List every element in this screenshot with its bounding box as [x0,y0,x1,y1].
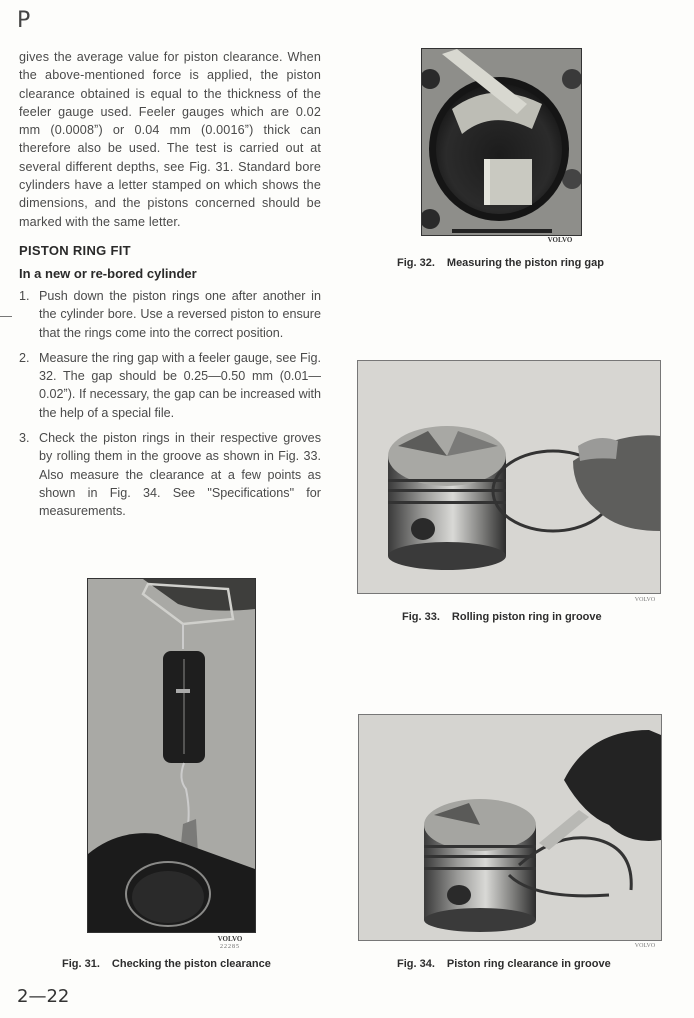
step-number: 2. [19,350,30,365]
volvo-label: VOLVO [217,935,243,943]
step-item [19,287,321,342]
step-text: Push down the piston rings one after another in the cylinder bore. Use a reversed piston to ensure that the rings come into the correct position. [39,289,321,340]
step-number: 1. [19,289,30,303]
figure-31-photo-code [210,935,250,951]
figure-number: Fig. 33. [402,611,440,623]
figure-34-caption [397,958,611,970]
figure-number: Fig. 31. [62,958,100,970]
section-subheading: In a new or re-bored cylinder [19,266,197,281]
figure-33-photo-code [630,596,660,604]
figure-34-photo-code [630,942,660,950]
intro-paragraph-text: gives the average value for piston clearance. When the above-mentioned force is applied, the piston clearance obtained is equal to the thickness of the feeler gauge used. Feeler gauges which are 0.02 mm (0.0008ˮ) or 0.04 mm (0.0016ˮ) thick can therefore also be used. The test is carried out at several different depths, see Fig. 31. Standard bore cylinders have a letter stamped on which shows the dimensions, and the pistons concerned should be marked with the same letter. [19,50,321,229]
steps-list [19,287,321,528]
step-text: Check the piston rings in their respective groves by rolling them in the groove as shown in Fig. 33. Also measure the clearance at a few points as shown in Fig. 34. See "Specifications" for measurements. [39,431,321,519]
figure-33-photo [357,360,661,594]
step-text: Measure the ring gap with a feeler gauge, see Fig. 32. The gap should be 0.25—0.50 mm (0.01—0.02ˮ). If necessary, the gap can be increased with the help of a special file. [39,350,321,420]
figure-caption-text: Piston ring clearance in groove [446,958,611,970]
section-letter: P [17,8,31,33]
photo-code-number: 22285 [220,944,240,950]
figure-caption-text: Rolling piston ring in groove [451,611,602,623]
figure-32-photo-code [540,236,580,244]
figure-32-caption [397,257,604,269]
figure-34-photo [358,714,662,941]
volvo-label: VOLVO [547,236,573,244]
figure-caption-text: Measuring the piston ring gap [446,257,604,269]
figure-caption-text: Checking the piston clearance [111,958,271,970]
figure-number: Fig. 32. [397,257,435,269]
figure-31-caption [62,958,271,970]
section-heading: PISTON RING FIT [19,243,131,258]
figure-33-caption [402,611,602,623]
figure-32-photo [421,48,582,236]
figure-31-photo [87,578,256,933]
step-item [19,429,321,520]
intro-paragraph [19,48,321,231]
page-number: 2—22 [17,986,70,1007]
margin-mark [0,316,12,317]
volvo-label: VOLVO [634,597,656,603]
volvo-label: VOLVO [634,943,656,949]
figure-number: Fig. 34. [397,958,435,970]
step-item [19,349,321,422]
step-number: 3. [19,431,30,446]
